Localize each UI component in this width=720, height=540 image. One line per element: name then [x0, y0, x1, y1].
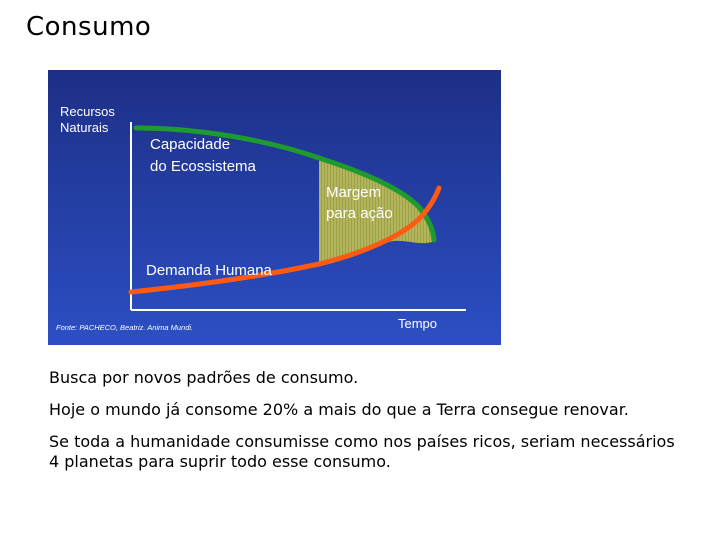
- slide-title: Consumo: [26, 12, 152, 42]
- demand-label: Demanda Humana: [146, 262, 272, 279]
- paragraph: Busca por novos padrões de consumo.: [49, 368, 359, 387]
- y-axis-label-line1: Recursos: [60, 104, 115, 119]
- body-text: [49, 368, 689, 484]
- ecological-footprint-diagram: [48, 70, 501, 345]
- paragraph: Hoje o mundo já consome 20% a mais do que a Terra consegue renovar.: [49, 400, 629, 419]
- source-caption: Fonte: PACHECO, Beatriz. Anima Mundi.: [56, 323, 194, 332]
- paragraph: Se toda a humanidade consumisse como nos países ricos, seriam necessários 4 planetas para suprir todo esse consumo.: [49, 432, 675, 471]
- y-axis-label-line2: Naturais: [60, 120, 109, 135]
- capacity-label-line2: do Ecossistema: [150, 158, 256, 175]
- margin-label-line1: Margem: [326, 184, 382, 201]
- capacity-label-line1: Capacidade: [150, 136, 231, 153]
- margin-label-line2: para ação: [326, 205, 393, 222]
- diagram-background: [48, 70, 501, 345]
- x-axis-label: Tempo: [398, 316, 438, 331]
